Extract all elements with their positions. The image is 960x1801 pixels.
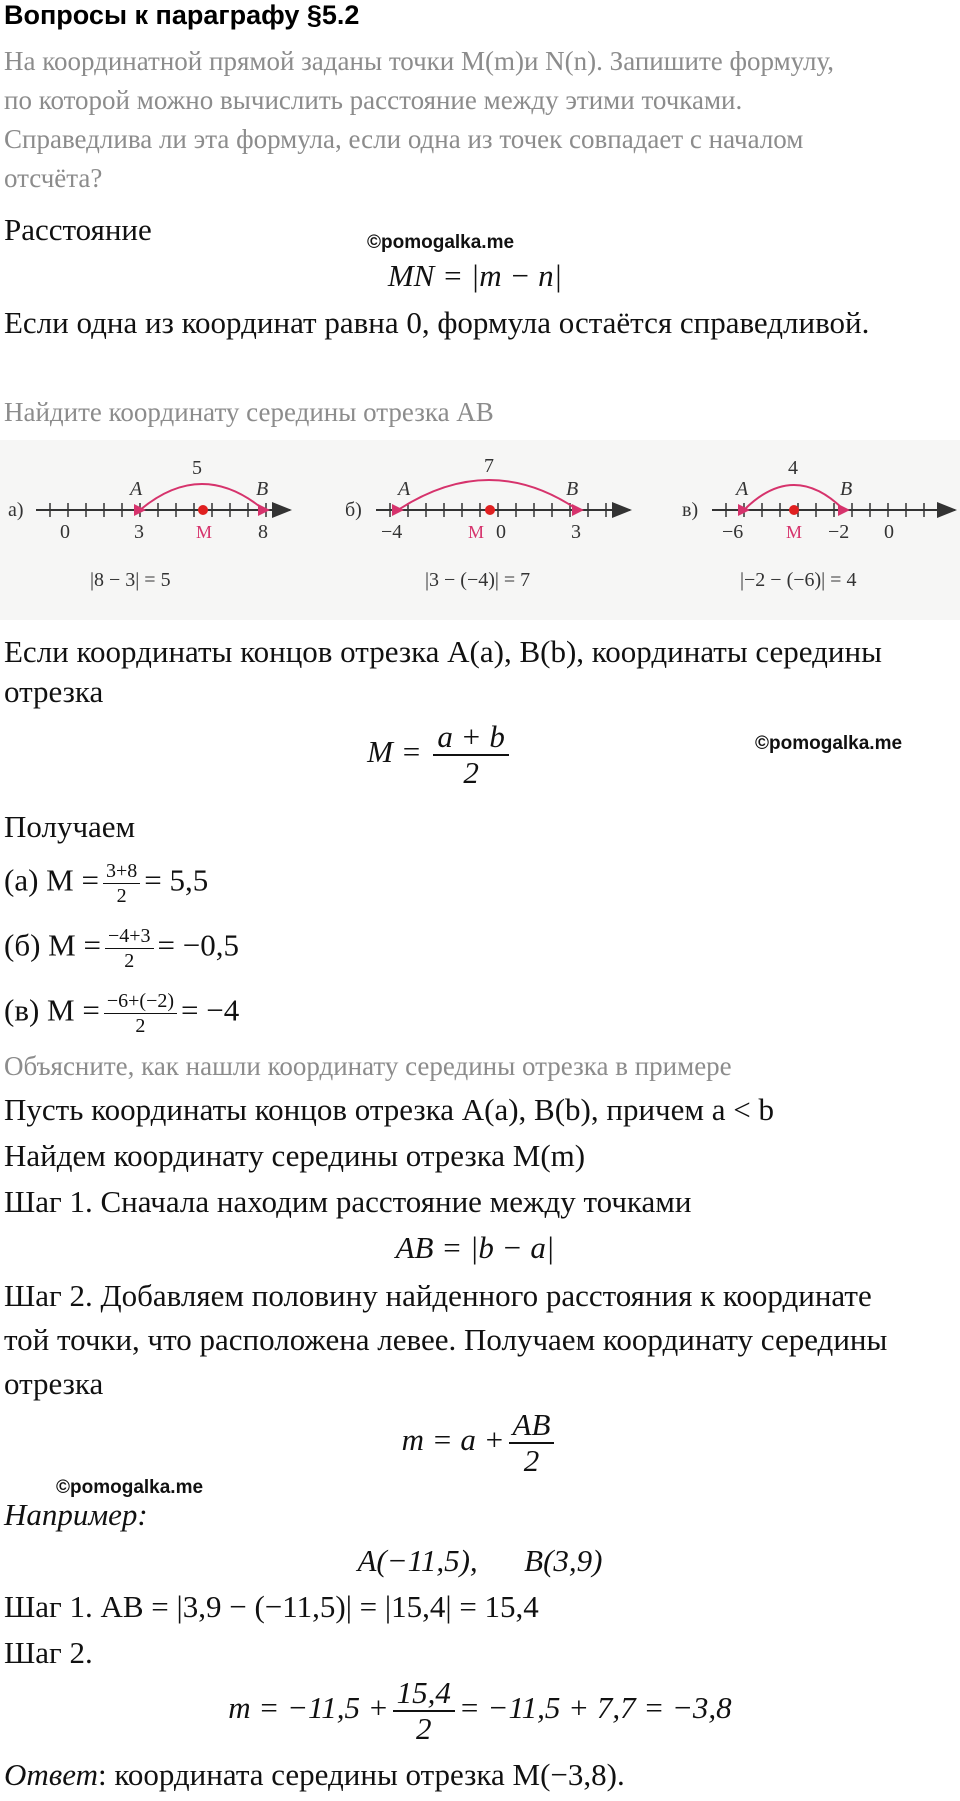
- panel-formula: |8 − 3| = 5: [90, 569, 171, 591]
- step-1-formula: AB = |b − a|: [395, 1230, 555, 1265]
- distance-label: Расстояние: [4, 212, 152, 247]
- tick-label: 0: [884, 521, 894, 543]
- tick-label: −4: [381, 521, 403, 543]
- midpoint-formula: [0, 720, 920, 790]
- midpoint-dot: [198, 505, 208, 515]
- fraction: [433, 720, 508, 790]
- fraction: [104, 990, 177, 1037]
- midpoint-label: M: [468, 522, 485, 542]
- fraction-denominator: 2: [135, 1015, 146, 1037]
- point-a-label: A: [398, 478, 411, 500]
- formula-lhs: m = a +: [401, 1422, 505, 1458]
- page-title: Вопросы к параграфу §5.2: [4, 0, 360, 30]
- tick-label: −2: [828, 521, 850, 543]
- result-prefix: (б) M =: [4, 927, 101, 963]
- result-suffix: = −0,5: [157, 927, 239, 963]
- step-1: Шаг 1. Сначала находим расстояние между точками: [4, 1184, 692, 1219]
- fraction-denominator: 2: [463, 755, 479, 791]
- fraction-numerator: a + b: [433, 720, 508, 756]
- text-line: Шаг 2. Добавляем половину найденного расстояния к координате: [4, 1278, 872, 1313]
- question-line: Справедлива ли эта формула, если одна из точек совпадает с началом: [4, 124, 804, 154]
- tick-label: −6: [722, 521, 744, 543]
- fraction: [393, 1676, 455, 1746]
- fraction-denominator: 2: [416, 1711, 432, 1747]
- arc-length: 7: [484, 455, 494, 477]
- text-line: той точки, что расположена левее. Получаем координату середины: [4, 1322, 888, 1357]
- watermark: ©pomogalka.me: [367, 232, 515, 253]
- result-label: Получаем: [4, 809, 136, 844]
- distance-formula: MN = |m − n|: [387, 258, 563, 293]
- step-2-formula: [0, 1408, 960, 1478]
- panel-b: [345, 455, 630, 591]
- result-c: [4, 990, 239, 1037]
- tick-label: 0: [496, 521, 506, 543]
- arc-length: 5: [192, 457, 202, 479]
- point-a-label: A: [736, 478, 749, 500]
- example-label: Например:: [4, 1497, 148, 1532]
- question-line: отсчёта?: [4, 163, 103, 193]
- result-suffix: = 5,5: [144, 862, 209, 898]
- tick-label: 8: [258, 521, 268, 543]
- point-a-label: A: [130, 478, 143, 500]
- midpoint-dot: [789, 505, 799, 515]
- midpoint-dot: [485, 505, 495, 515]
- example-step-1: Шаг 1. AB = |3,9 − (−11,5)| = |15,4| = 15,4: [4, 1589, 539, 1624]
- result-prefix: (в) M =: [4, 992, 100, 1028]
- question-line: На координатной прямой заданы точки M(m)и N(n). Запишите формулу,: [4, 46, 834, 76]
- premise-line: Пусть координаты концов отрезка A(a), B(b), причем a < b: [4, 1092, 775, 1127]
- text-line: отрезка: [4, 1366, 104, 1401]
- panel-formula: |3 − (−4)| = 7: [425, 569, 531, 591]
- fraction-numerator: 15,4: [393, 1676, 455, 1712]
- formula-lhs: m = −11,5 +: [228, 1690, 389, 1726]
- text-line: Если координаты концов отрезка A(a), B(b), координаты середины: [4, 634, 882, 669]
- question-2: Найдите координату середины отрезка AB: [4, 397, 494, 427]
- formula-rhs: = −11,5 + 7,7 = −3,8: [458, 1690, 732, 1726]
- answer-line: [4, 1755, 625, 1795]
- fraction: [103, 860, 140, 907]
- panel-label: б): [345, 499, 362, 521]
- tick-label: 3: [134, 521, 144, 543]
- midpoint-label: M: [786, 522, 803, 542]
- number-line-figure: [0, 440, 960, 620]
- answer-text: : координата середины отрезка M(−3,8).: [97, 1757, 625, 1792]
- point-b-label: B: [840, 478, 853, 500]
- panel-label: а): [8, 499, 24, 521]
- question-line: по которой можно вычислить расстояние между этими точками.: [4, 85, 743, 115]
- point-b-marker: [838, 504, 850, 516]
- answer-label: Ответ: [4, 1757, 98, 1792]
- tick-label: 3: [571, 521, 581, 543]
- point-b-marker: [258, 504, 270, 516]
- point-b-label: B: [566, 478, 579, 500]
- watermark: ©pomogalka.me: [56, 1477, 204, 1498]
- arc-length: 4: [788, 457, 798, 479]
- example-step-2: Шаг 2.: [4, 1635, 93, 1670]
- fraction: [509, 1408, 555, 1478]
- panel-label: в): [682, 499, 699, 521]
- point-b-label: B: [256, 478, 269, 500]
- question-3: Объясните, как нашли координату середины отрезка в примере: [4, 1051, 732, 1081]
- point-a-marker: [392, 504, 404, 516]
- formula-lhs: M =: [367, 734, 422, 770]
- result-b: [4, 925, 239, 972]
- fraction-numerator: −6+(−2): [104, 990, 177, 1014]
- point-b-marker: [572, 504, 584, 516]
- question-1: [4, 42, 954, 198]
- watermark: ©pomogalka.me: [755, 733, 903, 754]
- tick-label: 0: [60, 521, 70, 543]
- fraction-denominator: 2: [523, 1443, 540, 1479]
- result-suffix: = −4: [181, 992, 240, 1028]
- panel-formula: |−2 − (−6)| = 4: [740, 569, 857, 591]
- fraction: [105, 925, 154, 972]
- fraction-numerator: 3+8: [103, 860, 140, 884]
- example-formula: [0, 1676, 960, 1746]
- fraction-numerator: −4+3: [105, 925, 154, 949]
- panel-a: [8, 457, 290, 591]
- fraction-denominator: 2: [116, 885, 127, 907]
- result-a: [4, 860, 208, 907]
- result-prefix: (а) M =: [4, 862, 99, 898]
- step-2: [4, 1274, 956, 1406]
- goal-line: Найдем координату середины отрезка M(m): [4, 1138, 586, 1173]
- midpoint-label: M: [196, 522, 213, 542]
- midpoint-intro: [4, 632, 956, 712]
- fraction-numerator: AB: [509, 1408, 555, 1444]
- conclusion-text: Если одна из координат равна 0, формула остаётся справедливой.: [4, 305, 870, 340]
- panel-c: [682, 457, 955, 591]
- text-line: отрезка: [4, 674, 104, 709]
- fraction-denominator: 2: [124, 950, 135, 972]
- example-points: A(−11,5), B(3,9): [357, 1543, 603, 1578]
